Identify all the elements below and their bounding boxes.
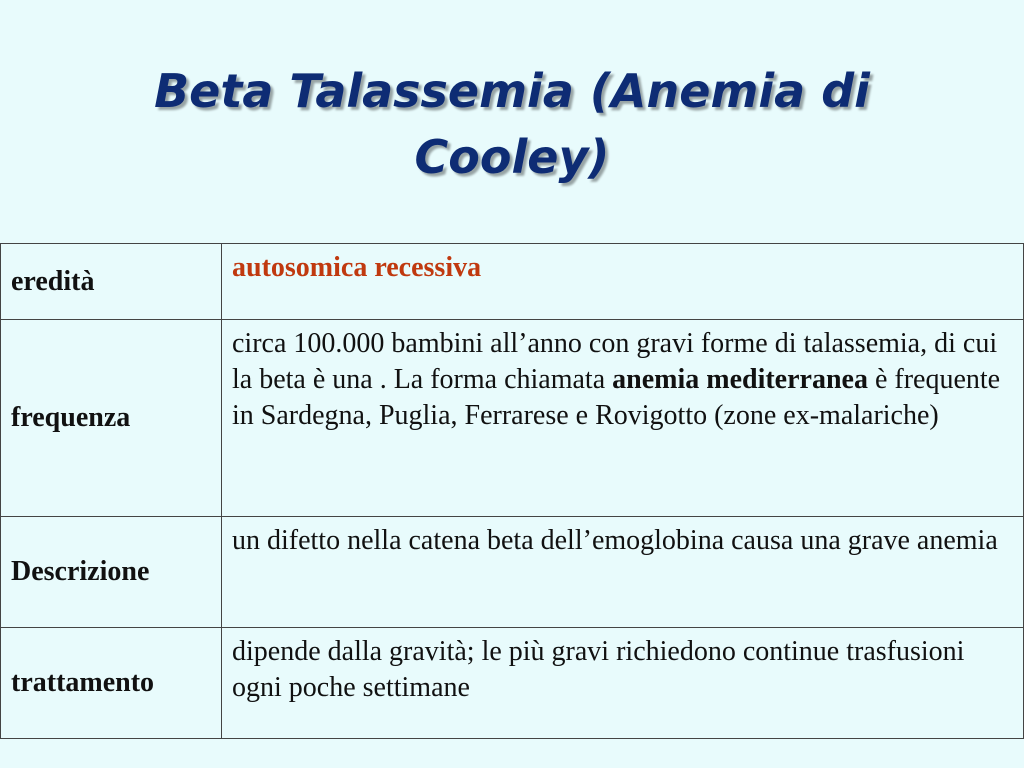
info-table <box>0 243 1024 739</box>
slide-title <box>0 58 1024 190</box>
row-label-trattamento: trattamento <box>1 628 222 739</box>
frequency-text-bold: anemia mediterranea <box>612 364 868 395</box>
table-row-eredita <box>1 244 1024 320</box>
row-label-frequenza: frequenza <box>1 320 222 517</box>
frequency-text-part-2: è frequente in Sardegna, Puglia, Ferrarese e Rovigotto (zone ex-malariche) <box>232 364 1001 431</box>
frequency-text-part-1: circa 100.000 bambini all’anno con gravi forme di talassemia, di cui la beta è una . La forma chiamata <box>232 328 998 395</box>
table-row-frequenza <box>1 320 1024 517</box>
row-label-eredita: eredità <box>1 244 222 320</box>
table-row-descrizione <box>1 517 1024 628</box>
table-row-trattamento <box>1 628 1024 739</box>
row-value-trattamento: dipende dalla gravità; le più gravi richiedono continue trasfusioni ogni poche settimane <box>222 628 1024 739</box>
row-value-frequenza <box>222 320 1024 517</box>
row-value-eredita <box>222 244 1024 320</box>
slide-title-line-1: Beta Talassemia (Anemia di <box>154 64 870 118</box>
row-label-descrizione: Descrizione <box>1 517 222 628</box>
row-value-descrizione: un difetto nella catena beta dell’emoglobina causa una grave anemia <box>222 517 1024 628</box>
slide-title-line-2: Cooley) <box>414 130 610 184</box>
inheritance-value: autosomica recessiva <box>232 252 482 283</box>
